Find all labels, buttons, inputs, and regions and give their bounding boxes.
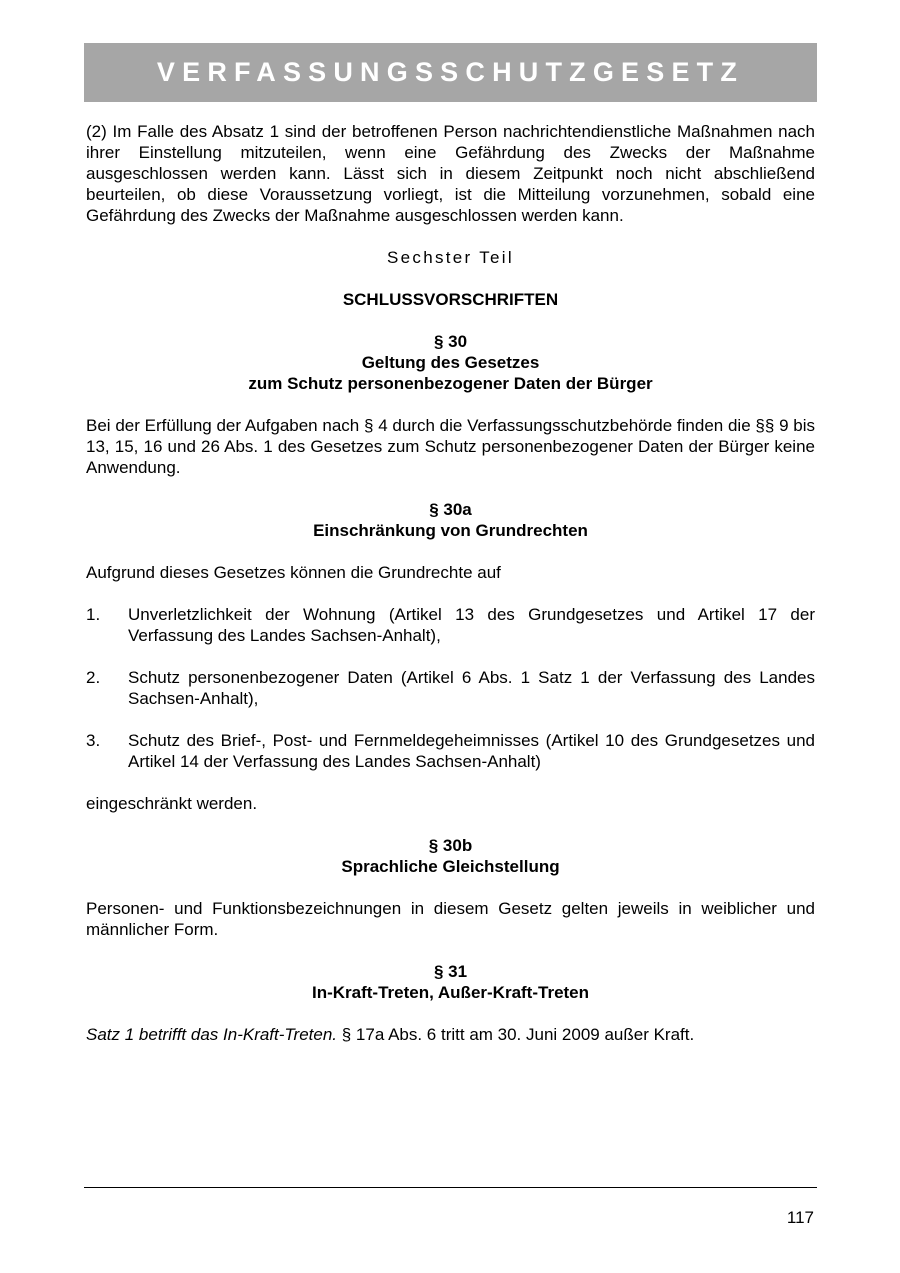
list-item [86,604,815,646]
section-30a-heading [86,499,815,541]
part-label: Sechster Teil [387,248,514,267]
intro-paragraph: (2) Im Falle des Absatz 1 sind der betroffenen Person nachrichtendienstliche Maßnahmen nach ihrer Einstellung mitzuteilen, wenn eine Gefährdung des Zwecks der Maßnahme ausgeschlossen werden kann. Lässt sich in diesem Zeitpunkt noch nicht abschließend beurteilen, ob diese Voraussetzung vorliegt, ist die Mitteilung vorzunehmen, sobald eine Gefährdung des Zwecks der Maßnahme ausgeschlossen werden kann. [86,122,815,225]
section-31-heading [86,961,815,1003]
section-30-title-line2: zum Schutz personenbezogener Daten der Bürger [248,374,653,393]
list-item-text: Schutz des Brief-, Post- und Fernmeldegeheimnisses (Artikel 10 des Grundgesetzes und Artikel 14 der Verfassung des Landes Sachsen-Anhalt) [128,731,815,771]
section-30-text: Bei der Erfüllung der Aufgaben nach § 4 durch die Verfassungsschutzbehörde finden die §§ 9 bis 13, 15, 16 und 26 Abs. 1 des Gesetzes zum Schutz personenbezogener Daten der Bürger keine Anwendung. [86,416,815,477]
section-30-number: § 30 [433,332,468,351]
page-number: 117 [786,1208,814,1227]
section-31-number: § 31 [433,962,468,981]
section-30b-text: Personen- und Funktionsbezeichnungen in diesem Gesetz gelten jeweils in weiblicher und männlicher Form. [86,899,815,939]
document-title: VERFASSUNGSSCHUTZGESETZ [156,57,745,87]
list-item [86,730,815,772]
section-30b-title: Sprachliche Gleichstellung [341,857,560,876]
part-title: SCHLUSSVORSCHRIFTEN [342,290,559,309]
section-30a-number: § 30a [429,500,472,519]
section-30a-closing: eingeschränkt werden. [86,794,258,813]
list-item-text: Schutz personenbezogener Daten (Artikel 6 Abs. 1 Satz 1 der Verfassung des Landes Sachsen-Anhalt), [128,668,815,708]
section-30b-heading [86,835,815,877]
list-item-text: Unverletzlichkeit der Wohnung (Artikel 13 des Grundgesetzes und Artikel 17 der Verfassung des Landes Sachsen-Anhalt), [128,605,815,645]
section-30a-title: Einschränkung von Grundrechten [313,521,588,540]
document-body [86,121,815,1045]
section-30-heading [86,331,815,394]
section-30a-lead: Aufgrund dieses Gesetzes können die Grundrechte auf [86,563,501,582]
section-30-title-line1: Geltung des Gesetzes [361,353,540,372]
list-item [86,667,815,709]
section-31-text [86,1024,815,1045]
section-31-text-italic: Satz 1 betrifft das In-Kraft-Treten. [86,1025,338,1044]
section-31-title: In-Kraft-Treten, Außer-Kraft-Treten [311,983,590,1002]
section-30b-number: § 30b [428,836,473,855]
list-item-number: 1. [86,605,101,624]
section-31-text-rest: § 17a Abs. 6 tritt am 30. Juni 2009 außer Kraft. [337,1025,695,1044]
footer-divider [84,1187,817,1188]
list-item-number: 2. [86,668,101,687]
list-item-number: 3. [86,731,101,750]
document-header-band [84,43,817,102]
